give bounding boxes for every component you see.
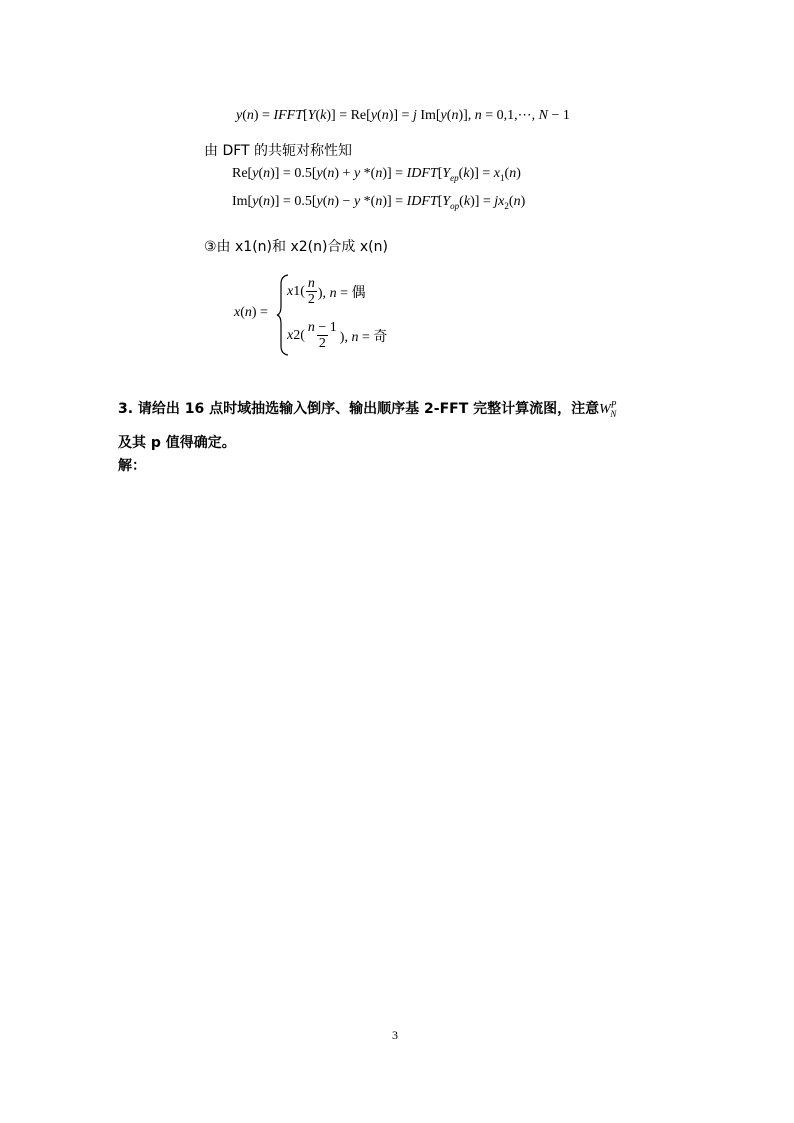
question-3-line-1: 3. 请给出 16 点时域抽选输入倒序、输出顺序基 2-FFT 完整计算流图，注意$W^P_N$ [118, 399, 617, 419]
conjugate-symmetry-note: 由 DFT 的共轭对称性知 [204, 143, 353, 159]
solution-label: 解： [118, 458, 146, 474]
page-number: 3 [392, 1028, 398, 1042]
piecewise-case-odd: x2( $\frac{n - 1}{2}$ ), n = 奇 [287, 320, 388, 351]
question-3-line-2: 及其 p 值得确定。 [118, 435, 236, 451]
piecewise-lhs: x(n) = [234, 305, 268, 320]
fraction-n-over-2: $\frac{n}{2}$ [307, 276, 315, 307]
piecewise-case-even: x1( $\frac{n}{2}$ ), n = 偶 [287, 276, 366, 307]
equation-ifft: y(n) = IFFT[Y(k)] = Re[y(n)] = j Im[y(n)], n = 0,1,⋯, N − 1 [236, 108, 570, 123]
equation-imag-part: Im[y(n)] = 0.5[y(n) − y $*(n)] = IDFT[Y_{op}(k)] = jx_2(n)$ [232, 194, 526, 211]
twiddle-symbol: $W^P_N$ [599, 399, 617, 419]
equation-real-part: Re[y(n)] = 0.5[y(n) + y $*(n)] = IDFT[Y_{ep}(k)] = x_1(n)$ [232, 166, 521, 183]
fraction-n-minus-1-over-2: $\frac{n - 1}{2}$ [307, 320, 337, 351]
step-3-heading: ③由 x1(n)和 x2(n)合成 x(n) [204, 239, 388, 255]
